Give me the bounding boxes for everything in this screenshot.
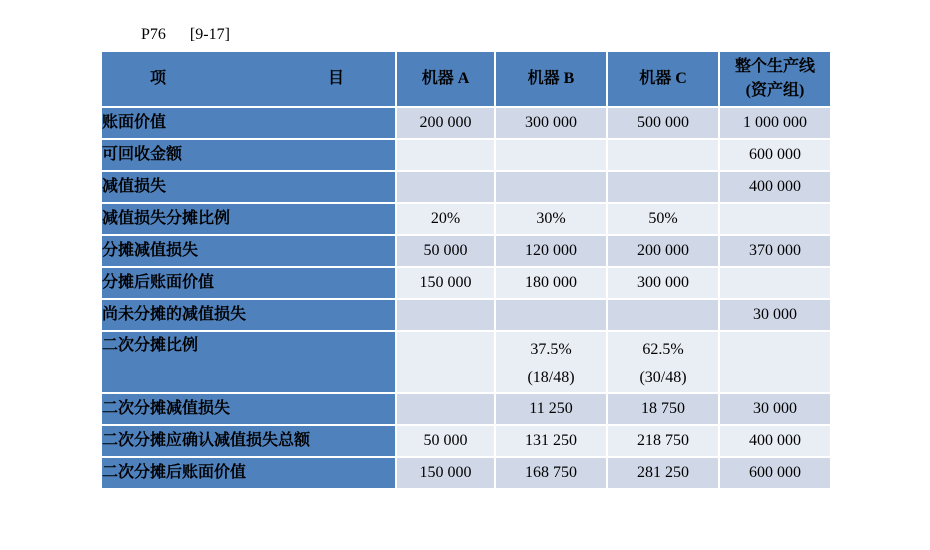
cell-machine-a bbox=[397, 172, 494, 202]
exercise-code: [9-17] bbox=[189, 26, 230, 43]
cell-machine-c: 50% bbox=[608, 204, 718, 234]
cell-machine-b bbox=[496, 140, 606, 170]
row-label: 尚未分摊的减值损失 bbox=[102, 300, 395, 330]
cell-machine-c: 281 250 bbox=[608, 458, 718, 488]
machine-c-header: 机器 C bbox=[608, 52, 718, 106]
table-row bbox=[102, 332, 830, 392]
cell-machine-c bbox=[608, 172, 718, 202]
cell-machine-a: 20% bbox=[397, 204, 494, 234]
cell-machine-a bbox=[397, 394, 494, 424]
cell-whole-line bbox=[720, 268, 830, 298]
cell-whole-line: 400 000 bbox=[720, 172, 830, 202]
table-row bbox=[102, 204, 830, 234]
item-header-left: 项 bbox=[150, 70, 167, 87]
cell-machine-c bbox=[608, 332, 718, 392]
page-reference bbox=[141, 26, 230, 44]
row-label: 减值损失 bbox=[102, 172, 395, 202]
cell-whole-line bbox=[720, 204, 830, 234]
ratio-fraction: (18/48) bbox=[527, 369, 575, 386]
table-row bbox=[102, 426, 830, 456]
cell-machine-b bbox=[496, 172, 606, 202]
cell-machine-a: 50 000 bbox=[397, 236, 494, 266]
table-row bbox=[102, 140, 830, 170]
row-label: 二次分摊应确认减值损失总额 bbox=[102, 426, 395, 456]
cell-machine-b: 120 000 bbox=[496, 236, 606, 266]
table-row bbox=[102, 458, 830, 488]
row-label: 二次分摊比例 bbox=[102, 332, 395, 392]
page-number: P76 bbox=[141, 26, 166, 43]
cell-machine-b bbox=[496, 332, 606, 392]
row-label: 二次分摊减值损失 bbox=[102, 394, 395, 424]
machine-b-header: 机器 B bbox=[496, 52, 606, 106]
impairment-allocation-table bbox=[100, 50, 832, 490]
cell-whole-line: 30 000 bbox=[720, 394, 830, 424]
table-row bbox=[102, 108, 830, 138]
cell-machine-b: 131 250 bbox=[496, 426, 606, 456]
cell-machine-b: 300 000 bbox=[496, 108, 606, 138]
cell-machine-a: 150 000 bbox=[397, 268, 494, 298]
cell-machine-a: 200 000 bbox=[397, 108, 494, 138]
whole-line-header-line1: 整个生产线 bbox=[734, 58, 815, 75]
cell-whole-line: 600 000 bbox=[720, 458, 830, 488]
cell-whole-line: 370 000 bbox=[720, 236, 830, 266]
cell-machine-c: 18 750 bbox=[608, 394, 718, 424]
cell-machine-c: 218 750 bbox=[608, 426, 718, 456]
row-label: 可回收金额 bbox=[102, 140, 395, 170]
cell-machine-c: 200 000 bbox=[608, 236, 718, 266]
cell-machine-c: 500 000 bbox=[608, 108, 718, 138]
cell-machine-a bbox=[397, 300, 494, 330]
row-label: 分摊减值损失 bbox=[102, 236, 395, 266]
table-row bbox=[102, 268, 830, 298]
ratio-percent: 37.5% bbox=[530, 341, 572, 358]
cell-machine-a bbox=[397, 332, 494, 392]
cell-machine-b bbox=[496, 300, 606, 330]
machine-a-header: 机器 A bbox=[397, 52, 494, 106]
ratio-fraction: (30/48) bbox=[639, 369, 687, 386]
cell-machine-b: 180 000 bbox=[496, 268, 606, 298]
whole-line-header bbox=[720, 52, 830, 106]
cell-whole-line: 400 000 bbox=[720, 426, 830, 456]
cell-whole-line: 600 000 bbox=[720, 140, 830, 170]
table-row bbox=[102, 394, 830, 424]
cell-machine-a: 150 000 bbox=[397, 458, 494, 488]
row-label: 账面价值 bbox=[102, 108, 395, 138]
header-row bbox=[102, 52, 830, 106]
cell-whole-line: 1 000 000 bbox=[720, 108, 830, 138]
cell-whole-line bbox=[720, 332, 830, 392]
cell-machine-a bbox=[397, 140, 494, 170]
cell-machine-c: 300 000 bbox=[608, 268, 718, 298]
cell-machine-b: 11 250 bbox=[496, 394, 606, 424]
table-row bbox=[102, 300, 830, 330]
cell-machine-c bbox=[608, 140, 718, 170]
whole-line-header-line2: (资产组) bbox=[745, 82, 805, 99]
row-label: 二次分摊后账面价值 bbox=[102, 458, 395, 488]
cell-machine-a: 50 000 bbox=[397, 426, 494, 456]
cell-machine-c bbox=[608, 300, 718, 330]
cell-machine-b: 168 750 bbox=[496, 458, 606, 488]
item-header-right: 目 bbox=[328, 70, 345, 87]
ratio-percent: 62.5% bbox=[642, 341, 684, 358]
row-label: 分摊后账面价值 bbox=[102, 268, 395, 298]
cell-whole-line: 30 000 bbox=[720, 300, 830, 330]
item-column-header bbox=[102, 52, 395, 106]
table-row bbox=[102, 236, 830, 266]
row-label: 减值损失分摊比例 bbox=[102, 204, 395, 234]
table-row bbox=[102, 172, 830, 202]
cell-machine-b: 30% bbox=[496, 204, 606, 234]
